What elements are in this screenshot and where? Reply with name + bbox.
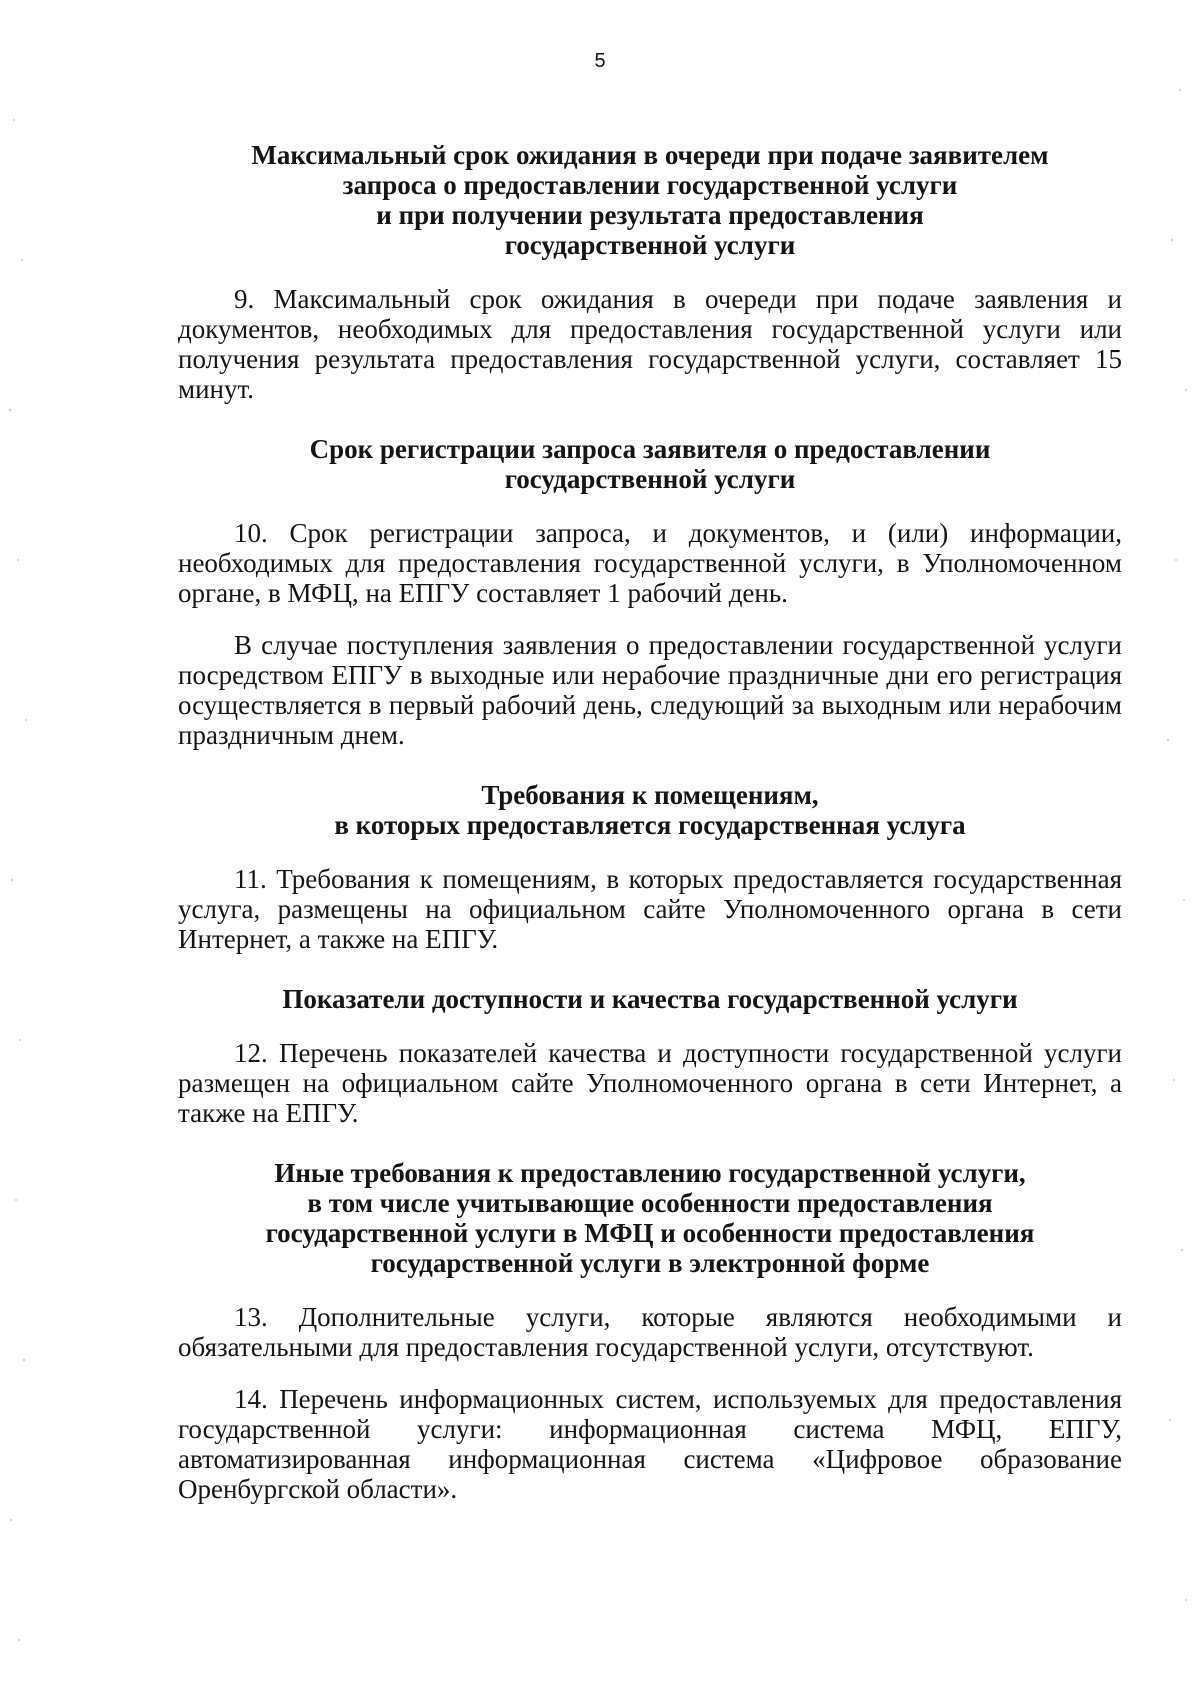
heading-line: Требования к помещениям, [481, 780, 819, 810]
heading-line: государственной услуги в МФЦ и особенности предоставления [265, 1218, 1035, 1248]
heading-line: и при получении результата предоставления [376, 200, 924, 230]
section-heading [178, 434, 1122, 494]
section-heading [178, 780, 1122, 840]
paragraph: 14. Перечень информационных систем, используемых для предоставления государственной услуги: информационная система МФЦ, ЕПГУ, автоматизированная информационная система «Цифровое образование Оренбургской области». [178, 1384, 1122, 1504]
section-premises-requirements [178, 780, 1122, 954]
page-number: 5 [594, 50, 606, 72]
heading-line: Срок регистрации запроса заявителя о предоставлении [309, 434, 991, 464]
section-availability-indicators [178, 984, 1122, 1128]
section-heading [178, 140, 1122, 260]
section-heading [178, 1158, 1122, 1278]
section-other-requirements [178, 1158, 1122, 1504]
paragraph: В случае поступления заявления о предоставлении государственной услуги посредством ЕПГУ в выходные или нерабочие праздничные дни его регистрация осуществляется в первый рабочий день, следующий за выходным или нерабочим праздничным днем. [178, 630, 1122, 750]
section-heading [178, 984, 1122, 1014]
section-waiting-time [178, 140, 1122, 404]
paragraph: 9. Максимальный срок ожидания в очереди при подаче заявления и документов, необходимых для предоставления государственной услуги или получения результата предоставления государственной услуги, составляет 15 минут. [178, 284, 1122, 404]
document-body [178, 140, 1122, 1504]
heading-line: в которых предоставляется государственная услуга [334, 810, 966, 840]
paragraph: 11. Требования к помещениям, в которых предоставляется государственная услуга, размещены на официальном сайте Уполномоченного органа в сети Интернет, а также на ЕПГУ. [178, 864, 1122, 954]
heading-line: Иные требования к предоставлению государственной услуги, [274, 1158, 1026, 1188]
heading-line: запроса о предоставлении государственной услуги [342, 170, 958, 200]
paragraph: 12. Перечень показателей качества и доступности государственной услуги размещен на официальном сайте Уполномоченного органа в сети Интернет, а также на ЕПГУ. [178, 1038, 1122, 1128]
heading-line: государственной услуги [504, 464, 796, 494]
paragraph: 13. Дополнительные услуги, которые являются необходимыми и обязательными для предоставления государственной услуги, отсутствуют. [178, 1302, 1122, 1362]
paragraph: 10. Срок регистрации запроса, и документов, и (или) информации, необходимых для предоставления государственной услуги, в Уполномоченном органе, в МФЦ, на ЕПГУ составляет 1 рабочий день. [178, 518, 1122, 608]
heading-line: государственной услуги в электронной форме [370, 1248, 930, 1278]
heading-line: в том числе учитывающие особенности предоставления [307, 1188, 993, 1218]
heading-line: государственной услуги [504, 230, 796, 260]
heading-line: Максимальный срок ожидания в очереди при подаче заявителем [251, 140, 1049, 170]
heading-line: Показатели доступности и качества государственной услуги [282, 984, 1018, 1014]
section-registration-time [178, 434, 1122, 750]
